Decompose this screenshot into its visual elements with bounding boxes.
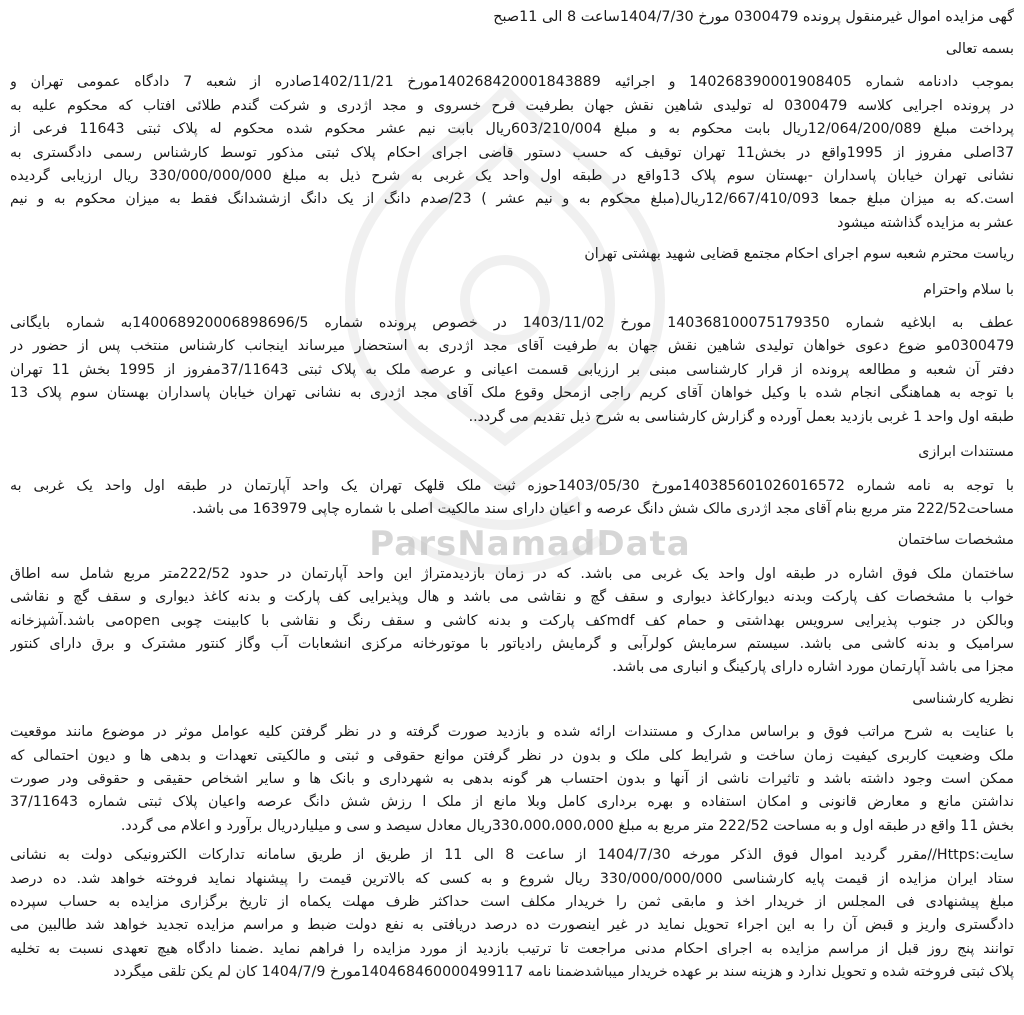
intro-line: عشر به مزایده گذاشته میشود (837, 214, 1014, 231)
auction-paragraph (10, 844, 1014, 984)
basmala: بسمه تعالی (945, 41, 1014, 57)
intro-paragraph (10, 71, 1014, 235)
intro-line: پرداخت مبلغ 12/064/200/089ریال بابت محکوم به و مبلغ 603/210/004ریال بابت نیم عشر محکوم شده محکوم له پلاک ثبتی 11643 فرعی از (10, 121, 1014, 138)
opinion-line: بخش 11 واقع در طبقه اول و به مساحت 222/52 متر مربع به مبلغ 330،000،000،000ریال معادل سیصد و سی و میلیاردریال برآورد و اعلام می گردد. (120, 817, 1014, 834)
greeting: با سلام واحترام (923, 281, 1014, 298)
building-paragraph (10, 563, 1014, 680)
building-heading: مشخصات ساختمان (897, 532, 1014, 549)
opinion-paragraph (10, 721, 1014, 838)
intro-line: است.که به میزان مبلغ جمعا 12/667/410/093ریال(مبلغ محکوم به و نیم عشر ) 23/صدم دانگ از یک دانگ ازششدانگ فقط به میزان محکوم به و نیم (10, 191, 1014, 208)
building-line: وبالکن در جنوب پذیرایی سرویس بهداشتی و حمام کف mdfکف پارکت و بدنه کاشی و سقف رنگ و نقاشی با کابینت چوبی openمی باشد.آشپزخانه (10, 612, 1014, 629)
notice-title: گهی مزایده اموال غیرمنقول پرونده 0300479 مورخ 1404/7/30ساعت 8 الی 11صبح (493, 9, 1014, 25)
report-line: با توجه به هماهنگی انجام شده با وکیل خواهان آقای کریم راجی ازمحل وقوع ملک آقای مجد اژدری به نشانی تهران خیابان پاسداران بهستان سوم پلاک 13 (10, 385, 1014, 402)
report-line: 0300479مو ضوع دعوی خواهان تولیدی شاهین نقش جهان به طرفیت آقای مجد اژدری به استحضار میرساند اینجانب کارشناس منتخب پس از حضور در (10, 338, 1014, 355)
docs-line: مساحت222/52 متر مربع بنام آقای مجد اژدری مالک شش دانگ عرصه و اعیان دارای سند مالکیت اصلی با شماره چاپی 163979 می باشد. (192, 500, 1014, 517)
auction-line: دادگستری واریز و قبض آن را به این اجراء تحویل نماید در غیر اینصورت ده درصد دریافتی به نفع دولت ضبط و مراسم مزایده تجدید خواهد شد طالبین می (10, 917, 1014, 934)
intro-line: بموجب دادنامه شماره 140268390001908405 و اجرائیه 140268420001843889مورخ 1402/11/21صادره از شعبه 7 دادگاه عمومی تهران و (10, 74, 1014, 91)
auction-line: سایت:Https//مقرر گردید اموال فوق الذکر مورخه 1404/7/30 از ساعت 8 الی 11 از طریق از طریق سامانه تدارکات الکترونیکی دولت به نشانی (10, 847, 1014, 864)
auction-line: ستاد ایران مزایده از قیمت پایه کارشناسی 330/000/000/000 ریال شروع و به کسی که بالاترین قیمت را پیشنهاد نماید فروخته خواهد شد. ده درصد (10, 870, 1014, 887)
auction-line: پلاک ثبتی فروخته شده و تحویل ندارد و هزینه سند بر عهده خریدار میباشدضمنا نامه 140468460000499117مورخ 1404/7/9 کان لم یکن تلقی میگردد (113, 964, 1014, 981)
building-line: ساختمان ملک فوق اشاره در طبقه اول واحد یک غربی می باشد. که در زمان بازدیدمتراژ این واحد آپارتمان در حدود 222/52متر مربع شامل سه اطاق (10, 565, 1014, 582)
auction-line: مبلغ پیشنهادی فی المجلس از خریدار اخذ و مابقی ثمن را خریدار مکلف است حداکثر ظرف مهلت یکماه از تاریخ برگزاری مزایده به حساب سپرده (10, 894, 1014, 910)
docs-heading: مستندات ابرازی (918, 444, 1014, 461)
intro-line: نشانی تهران خیابان پاسداران -بهستان سوم پلاک 13واقع در طبقه اول واحد یک غربی به شرح ذیل به مبلغ 330/000/000/000 ریال ارزیابی گردیده (10, 168, 1014, 185)
intro-line: در پرونده اجرایی کلاسه 0300479 له تولیدی شاهین نقش جهان بطرفیت فرح خسروی و مجد اژدری و شرکت گندم طلائی افتاب که محکوم علیه به (10, 97, 1014, 114)
opinion-line: ملک وضعیت کاربری کیفیت زمان ساخت و شرایط کلی ملک و بدون در نظر گرفتن موانع حقوقی و ثبتی و مالکیتی تعهدات و بدهی ها و دیون احتمالی که (10, 747, 1014, 764)
report-paragraph (10, 312, 1014, 429)
intro-line: 37اصلی مفروز از 1995واقع در بخش11 تهران توقیف که حسب دستور قاضی اجرای احکام پلاک ثبتی مذکور توسط کارشناس رسمی دادگستری به (10, 144, 1014, 161)
auction-line: توانند پنج روز قبل از مراسم مزایده به اجرای احکام مدنی مراجعت تا ترتیب بازدید از مورد مزایده را فراهم نماید .ضمنا دادگاه هیچ تعهدی نسبت به تخلیه (10, 940, 1014, 957)
opinion-line: با عنایت به شرح مراتب فوق و براساس مدارک و مستندات ارائه شده و بازدید صورت گرفته و در نظر گرفتن کلیه عوامل موثر در موضوع مانند موقعیت (10, 724, 1014, 741)
docs-paragraph (10, 475, 1014, 522)
opinion-line: ممکن است وجود داشته باشد و تاثیرات ناشی از آنها و بدون احتساب هر گونه بدهی به شهرداری و بانک ها و سایر اشخاص حقیقی و حقوقی ودر صورت (10, 770, 1014, 787)
report-line: طبقه اول واحد 1 غربی بازدید بعمل آورده و گزارش کارشناسی به شرح ذیل تقدیم می گردد.. (468, 408, 1014, 425)
address-line: ریاست محترم شعبه سوم اجرای احکام مجتمع قضایی شهید بهشتی تهران (584, 246, 1014, 263)
report-line: عطف به ابلاغیه شماره 140368100075179350 مورخ 1403/11/02 در خصوص پرونده شماره 140068920006898696/5به شماره بایگانی (10, 315, 1014, 332)
docs-line: با توجه به نامه شماره 140385601026016572مورخ 1403/05/30حوزه ثبت ملک قلهک تهران یک واحد آپارتمان در طبقه اول واحد یک غربی به (10, 477, 1014, 494)
building-line: سرامیک و بدنه کاشی می باشد. سیستم سرمایش کولرآبی و گرمایش رادیاتور با موتورخانه مرکزی انشعابات آب وگاز کنتور مشترک و برق دارای کنتور (10, 635, 1014, 652)
report-line: دفتر آن شعبه و مطالعه پرونده از قرار کارشناسی مبنی بر ارزیابی قسمت اعیانی و عرصه ملک به پلاک ثبتی 37/11643مفروز از 1995 بخش 11 تهران (10, 361, 1014, 378)
opinion-heading: نظریه کارشناسی (912, 690, 1014, 707)
building-line: خواب با مشخصات کف پارکت وبدنه دیوارکاغذ دیواری و سقف گچ و نقاشی می باشد و هال وپذیرایی کف پارکت و بدنه کاغذ دیواری و سقف گچ و نقاشی (10, 589, 1014, 606)
opinion-line: نداشتن مانع و معارض قانونی و امکان استفاده و بهره برداری کامل وبلا مانع از ملک ا رزش شش دانگ عرصه واعیان پلاک ثبتی شماره 37/11643 (10, 794, 1014, 811)
building-line: مجزا می باشد آپارتمان مورد اشاره دارای پارکینگ و انباری می باشد. (612, 659, 1014, 676)
watermark-brand: ParsNamadData (369, 524, 691, 564)
